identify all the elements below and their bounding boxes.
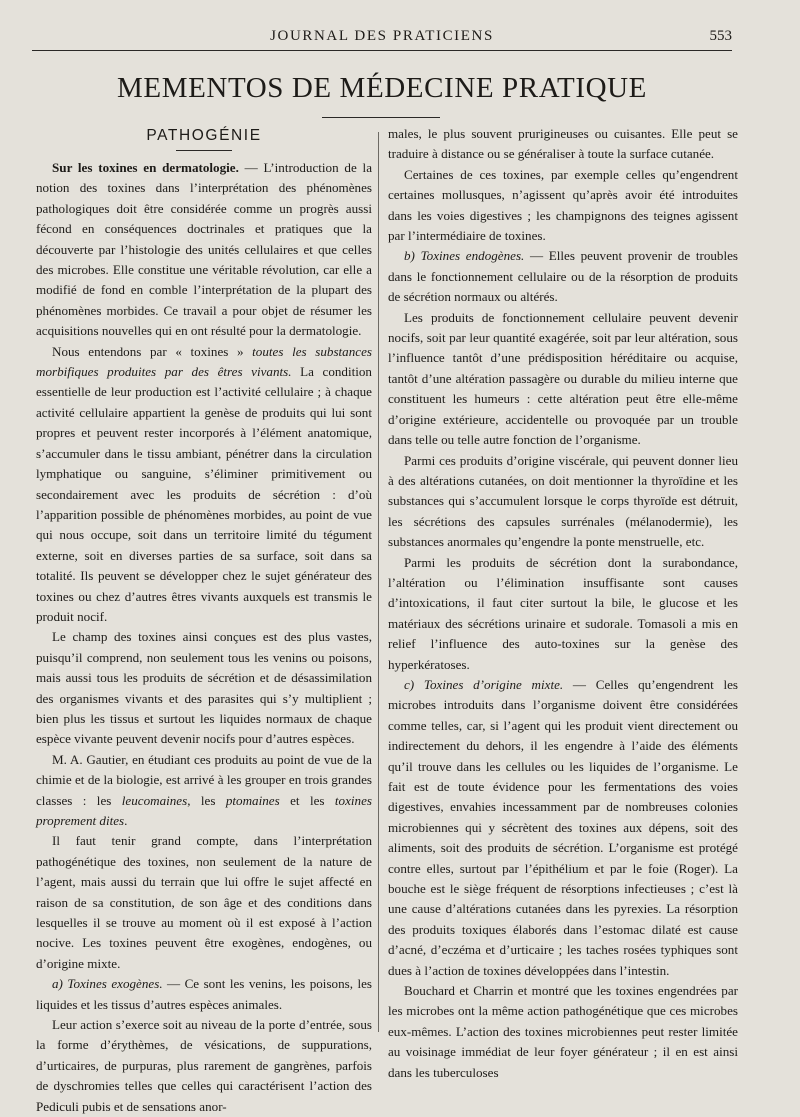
- paragraph-text: Nous entendons par « toxines »: [52, 343, 253, 359]
- right-column: [388, 124, 738, 1083]
- paragraph: Le champ des toxines ainsi conçues est des plus vastes, puisqu’il comprend, non seulement tous les venins ou poisons, mais aussi tous les produits de sécrétion et de désassimilation des organismes vivants et des parasites qui s’y multiplient ; bien plus les tissus et surtout les liquides normaux de chaque espèce vivante peuvent devenir nocifs pour d’autres espèces.: [36, 629, 372, 747]
- page-title: MEMENTOS DE MÉDECINE PRATIQUE: [117, 72, 647, 104]
- paragraph-text: — L’introduction de la notion des toxines dans l’interprétation des phénomènes pathologiques doit être considérée comme un progrès aussi fécond en conséquences doctrinales et pratiques que la découverte par l’histologie des unités cellulaires et que celles des microbes. Elle constitue une véritable révolution, car elle a modifié de fond en comble l’interprétation de la plupart des phénomènes morbides. Ce travail a pour objet de résumer les acquisitions nouvelles qui en ont résulté pour la dermatologie.: [36, 160, 372, 339]
- section-heading: PATHOGÉNIE: [146, 127, 262, 144]
- paragraph: males, le plus souvent prurigineuses ou cuisantes. Elle peut se traduire à distance ou se généraliser à toute la surface cutanée.: [388, 126, 738, 162]
- paragraph: Les produits de fonctionnement cellulaire peuvent devenir nocifs, soit par leur quantité exagérée, soit par leur altération, sous l’influence tantôt d’une prédisposition héréditaire ou acquise, tantôt d’une altération passagère ou durable du milieu interne que constituent les humeurs : cette altération peut être elle-même d’origine extérieure, accidentelle ou provoquée par un trouble dans telle ou telle autre fonction de l’organisme.: [388, 309, 738, 448]
- paragraph: Parmi les produits de sécrétion dont la surabondance, l’altération ou l’élimination insuffisante sont causes d’intoxications, il faut citer surtout la bile, le glucose et les matériaux des sécrétions urinaire et sudorale. Tomasoli a mis en relief l’influence des auto-toxines sur la genèse des hyperkératoses.: [388, 554, 738, 672]
- paragraph-text: — Celles qu’engendrent les microbes introduits dans l’organisme doivent être considérées comme telles, car, si l’agent qui les produit vient directement ou indirectement du dehors, il les engendre à l’aide des éléments qu’il trouve dans les cellules ou les liquides de l’organisme. Le fait est de toute évidence pour les fermentations des voies digestives, envahies incessamment par de nombreuses colonies microbiennes qui y sécrètent des toxines aux dépens, soit des aliments, soit des produits de sécrétion. L’organisme est protégé contre elles, surtout par l’épithélium et par le foie (Roger). La bouche est le siège fréquent de résorptions infectieuses ; c’est là une cause d’altérations cutanées dans les pyrexies. La résorption des produits toxiques élaborés dans l’estomac dilaté est cause d’acné, d’eczéma et d’urticaire ; les taches rosées typhiques sont dues à l’action de toxines développées dans l’intestin.: [388, 676, 739, 978]
- italic-text: ptomaines: [225, 792, 280, 808]
- italic-text: toxines proprement dites: [36, 792, 372, 828]
- italic-text: leucomaines: [121, 792, 188, 808]
- paragraph: Certaines de ces toxines, par exemple celles qu’engendrent certaines mollusques, n’agissent qu’après avoir été introduites dans les voies digestives ; les champignons des teignes agissent par l’intermédiaire de toxines.: [388, 166, 738, 244]
- article-lead: Sur les toxines en dermatologie.: [52, 160, 239, 175]
- paragraph-text: et les: [279, 792, 335, 808]
- subheading: Toxines endogènes.: [420, 248, 525, 264]
- column-divider: [378, 132, 379, 1032]
- paragraph-text: — Ce sont les venins, les poisons, les liquides et les tissus d’autres espèces animales.: [36, 976, 372, 1012]
- subheading: Toxines exogènes.: [67, 976, 163, 992]
- paragraph-text: , les: [187, 792, 226, 808]
- paragraph: [388, 246, 738, 307]
- paragraph: Il faut tenir grand compte, dans l’interprétation pathogénétique des toxines, non seulement de la nature de l’agent, mais aussi du terrain que lui offre le sujet affecté en raison de sa constitution, de son âge et des conditions dans lesquelles il se trouve au moment où il est exposé à l’action nocive. Les toxines peuvent être exogènes, endogènes, ou d’origine mixte.: [36, 833, 372, 971]
- paragraph-text: — Elles peuvent provenir de troubles dans le fonctionnement cellulaire ou de la résorption de produits de sécrétion normaux ou altérés.: [388, 248, 739, 305]
- paragraph-text: La condition essentielle de leur production est l’activité cellulaire ; à chaque activité cellulaire appartient la genèse de produits qui lui sont propres et peuvent rester incorporés à l’élément anatomique, s’accumuler dans le tissu ambiant, pénétrer dans la circulation lymphatique ou sanguine, s’éliminer primitivement ou secondairement avec les produits de sécrétion : d’où l’apparition possible de phénomènes morbides, au point de vue qui nous occupe, soit dans un territoire limité du tégument externe, soit en diverses parties de sa surface, soit dans sa totalité. Ils peuvent se développer chez le sujet générateur des toxines ou chez d’autres êtres vivants auxquels est transmis le produit nocif.: [36, 364, 372, 624]
- paragraph: [388, 675, 738, 981]
- paragraph-text: M. A. Gautier, en étudiant ces produits au point de vue de la chimie et de la biologie, est arrivé à les grouper en trois grandes classes : les: [36, 751, 372, 808]
- paragraph: Parmi ces produits d’origine viscérale, qui peuvent donner lieu à des altérations cutanées, on doit mentionner la thyroïdine et les substances qui s’accumulent lorsque le corps thyroïde est détruit, les sécrétions des capsules surrénales (mélanodermie), les substances anormales qu’engendre la ponte menstruelle, etc.: [388, 452, 738, 550]
- paragraph: [36, 750, 372, 832]
- page-number: 553: [709, 28, 732, 44]
- paragraph-text: .: [124, 813, 128, 828]
- item-label: a): [52, 976, 68, 992]
- item-label: c): [404, 676, 424, 692]
- left-column: [36, 122, 372, 1117]
- paragraph: [36, 342, 372, 628]
- paragraph: Leur action s’exerce soit au niveau de la porte d’entrée, sous la forme d’érythèmes, de vésications, de suppurations, d’urticaires, de purpuras, plus rarement de gangrènes, parfois de dyschromies telles que celles qui caractérisent l’action des Pediculi pubis et de sensations anor-: [36, 1017, 372, 1114]
- paragraph: Bouchard et Charrin et montré que les toxines engendrées par les microbes ont la même action pathogénétique que ces microbes eux-mêmes. L’action des toxines microbiennes peut rester limitée au voisinage immédiat de leur foyer générateur ; il en est ainsi dans les tuberculoses: [388, 983, 738, 1080]
- journal-title: JOURNAL DES PRATICIENS: [270, 28, 494, 44]
- italic-text: toutes les substances morbifiques produites par des êtres vivants.: [36, 343, 372, 380]
- paragraph: [36, 974, 372, 1015]
- paragraph: [36, 158, 372, 342]
- subheading: Toxines d’origine mixte.: [423, 676, 564, 692]
- running-header: [32, 26, 732, 51]
- item-label: b): [404, 248, 421, 264]
- title-rule: [322, 117, 440, 118]
- heading-rule: [176, 150, 232, 151]
